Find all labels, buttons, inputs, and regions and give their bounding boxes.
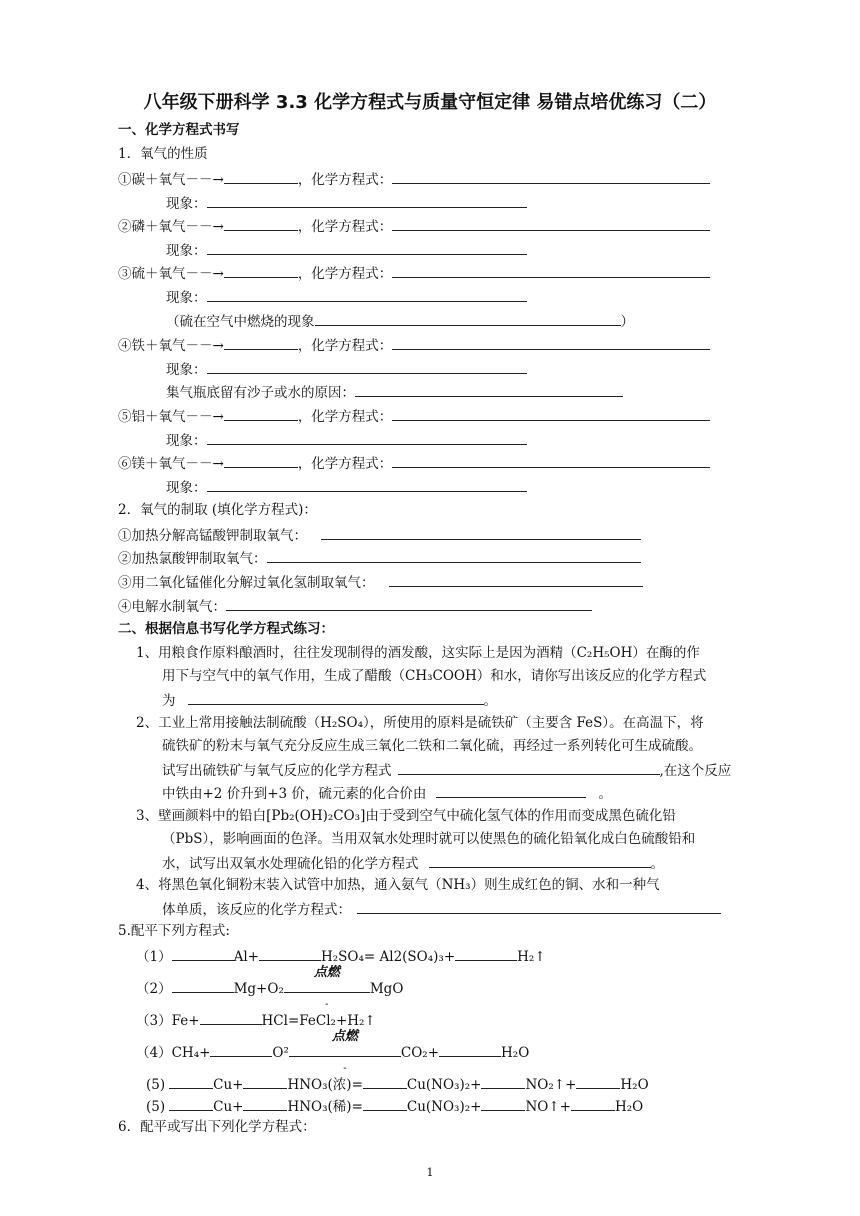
coef-blank[interactable] — [259, 946, 321, 961]
p1-answer-blank[interactable] — [188, 690, 484, 705]
carbon-phenomenon-blank[interactable] — [207, 193, 527, 208]
prep3-line: ③用二氧化锰催化分解过氧化氢制取氧气： — [118, 572, 643, 592]
prep1-line: ①加热分解高锰酸钾制取氧气： — [118, 525, 641, 545]
balance-eq-3: （3）Fe+ HCl=FeCl₂+H₂↑ — [136, 1010, 376, 1030]
balance-eq-4: （4）CH₄+ O² 点燃 - CO₂+ H₂O — [136, 1042, 529, 1062]
ignition-condition — [284, 965, 370, 1010]
aluminum-line: ⑤铝＋氧气－－→ ，化学方程式： — [118, 406, 710, 426]
section5-heading: 5.配平下列方程式: — [118, 923, 230, 939]
page-number: 1 — [426, 1166, 434, 1179]
section6-heading: 6．配平或写出下列化学方程式： — [118, 1119, 316, 1135]
p2-line1: 2、工业上常用接触法制硫酸（H₂SO₄），所使用的原料是硫铁矿（主要含 FeS）。在高温下，将 — [136, 715, 704, 731]
prep4-blank[interactable] — [226, 596, 592, 611]
coef-blank[interactable] — [481, 1096, 525, 1111]
phos-equation-blank[interactable] — [392, 216, 710, 231]
q1-title: 1．氧气的性质 — [118, 146, 208, 162]
sulfur-line: ③硫＋氧气－－→ ，化学方程式： — [118, 263, 710, 283]
section1-heading: 一、化学方程式书写 — [118, 122, 240, 138]
coef-blank[interactable] — [455, 946, 517, 961]
prep4-line: ④电解水制氧气： — [118, 596, 592, 616]
p3-line2: （PbS），影响画面的色泽。当用双氧水处理时就可以使黑色的硫化铅氧化成白色硫酸铅和 — [162, 831, 696, 847]
balance-eq-6: (5) Cu+ HNO₃(稀)= Cu(NO₃)₂+ NO↑+ H₂O — [146, 1096, 643, 1116]
p3-line1: 3、壁画颜料中的铅白[Pb₂(OH)₂CO₃]由于受到空气中硫化氢气体的作用而变成黑色硫化铅 — [136, 808, 676, 824]
iron-phenomenon: 现象： — [166, 359, 527, 379]
coef-blank[interactable] — [200, 1010, 262, 1025]
p3-equation-blank[interactable] — [429, 853, 651, 868]
magnesium-product-blank[interactable] — [224, 453, 298, 468]
prep3-blank[interactable] — [389, 572, 643, 587]
condition-dash: - — [325, 999, 329, 1010]
p3-line3: 水，试写出双氧水处理硫化铅的化学方程式 。 — [162, 853, 664, 873]
prep2-line: ②加热氯酸钾制取氧气： — [118, 548, 641, 568]
p1-line2: 用下与空气中的氧气作用，生成了醋酸（CH₃COOH）和水，请你写出该反应的化学方程式 — [162, 668, 707, 684]
coef-blank[interactable] — [243, 1096, 287, 1111]
coef-blank[interactable] — [481, 1074, 525, 1089]
sulfur-air-phenomenon: （硫在空气中燃烧的现象 ） — [166, 311, 634, 331]
balance-eq-2: （2） Mg+O₂ 点燃 - MgO — [136, 978, 403, 998]
coef-blank[interactable] — [172, 978, 234, 993]
iron-product-blank[interactable] — [224, 335, 298, 350]
coef-blank[interactable] — [439, 1042, 501, 1057]
coef-blank[interactable] — [243, 1074, 287, 1089]
magnesium-line: ⑥镁＋氧气－－→ ，化学方程式： — [118, 453, 710, 473]
phos-product-blank[interactable] — [224, 216, 298, 231]
p4-line1: 4、将黑色氧化铜粉末装入试管中加热，通入氨气（NH₃）则生成红色的铜、水和一种气 — [136, 877, 660, 893]
condition-label: 点燃 — [331, 1029, 358, 1044]
q2-title: 2．氧气的制取 (填化学方程式)： — [118, 502, 317, 518]
coef-blank[interactable] — [571, 1096, 615, 1111]
sulfur-equation-blank[interactable] — [392, 263, 710, 278]
prep1-blank[interactable] — [321, 525, 641, 540]
p2-valence-blank[interactable] — [436, 783, 586, 798]
ignition-condition — [289, 1029, 401, 1074]
sulfur-air-blank[interactable] — [315, 311, 621, 326]
balance-eq-1: （1） Al+ H₂SO₄= Al2(SO₄)₃+ H₂↑ — [136, 946, 546, 966]
sand-water-blank[interactable] — [355, 382, 623, 397]
phos-line: ②磷＋氧气－－→ ，化学方程式： — [118, 216, 710, 236]
p4-equation-blank[interactable] — [357, 899, 721, 914]
coef-blank[interactable] — [210, 1042, 272, 1057]
aluminum-equation-blank[interactable] — [392, 406, 710, 421]
carbon-phenomenon: 现象： — [166, 193, 527, 213]
sulfur-product-blank[interactable] — [224, 263, 298, 278]
section2-heading: 二、根据信息书写化学方程式练习： — [118, 621, 334, 637]
aluminum-phenomenon-blank[interactable] — [207, 430, 527, 445]
aluminum-product-blank[interactable] — [224, 406, 298, 421]
page-title: 八年级下册科学 3.3 化学方程式与质量守恒定律 易错点培优练习（二） — [143, 92, 717, 113]
coef-blank[interactable] — [169, 1096, 213, 1111]
p2-line4: 中铁由+2 价升到+3 价，硫元素的化合价由 。 — [162, 783, 612, 803]
coef-blank[interactable] — [363, 1096, 407, 1111]
coef-blank[interactable] — [576, 1074, 620, 1089]
sand-water-reason: 集气瓶底留有沙子或水的原因： — [166, 382, 623, 402]
iron-line: ④铁＋氧气－－→ ，化学方程式： — [118, 335, 710, 355]
phos-phenomenon: 现象： — [166, 240, 527, 260]
phos-phenomenon-blank[interactable] — [207, 240, 527, 255]
magnesium-equation-blank[interactable] — [392, 453, 710, 468]
sulfur-phenomenon: 现象： — [166, 287, 527, 307]
condition-label: 点燃 — [313, 965, 340, 980]
prep2-blank[interactable] — [267, 548, 641, 563]
coef-blank[interactable] — [172, 946, 234, 961]
carbon-product-blank[interactable] — [224, 169, 298, 184]
sulfur-phenomenon-blank[interactable] — [207, 287, 527, 302]
magnesium-phenomenon: 现象： — [166, 477, 527, 497]
p1-line1: 1、用粮食作原料酿酒时，往往发现制得的酒发酸，这实际上是因为酒精（C₂H₅OH）在酶的作 — [136, 645, 700, 661]
iron-equation-blank[interactable] — [392, 335, 710, 350]
balance-eq-5: (5) Cu+ HNO₃(浓)= Cu(NO₃)₂+ NO₂↑+ H₂O — [146, 1074, 649, 1094]
p2-equation-blank[interactable] — [398, 760, 660, 775]
p1-line3: 为 。 — [162, 690, 497, 710]
aluminum-phenomenon: 现象： — [166, 430, 527, 450]
p2-line2: 硫铁矿的粉末与氧气充分反应生成三氧化二铁和二氧化硫，再经过一系列转化可生成硫酸。 — [162, 738, 702, 754]
coef-blank[interactable] — [169, 1074, 213, 1089]
iron-phenomenon-blank[interactable] — [207, 359, 527, 374]
carbon-equation-blank[interactable] — [392, 169, 710, 184]
magnesium-phenomenon-blank[interactable] — [207, 477, 527, 492]
coef-blank[interactable] — [363, 1074, 407, 1089]
p2-line3: 试写出硫铁矿与氧气反应的化学方程式 ,在这个反应 — [162, 760, 731, 780]
condition-dash: - — [343, 1063, 347, 1074]
p4-line2: 体单质，该反应的化学方程式： — [162, 899, 721, 919]
carbon-line: ①碳＋氧气－－→ ，化学方程式： — [118, 169, 710, 189]
